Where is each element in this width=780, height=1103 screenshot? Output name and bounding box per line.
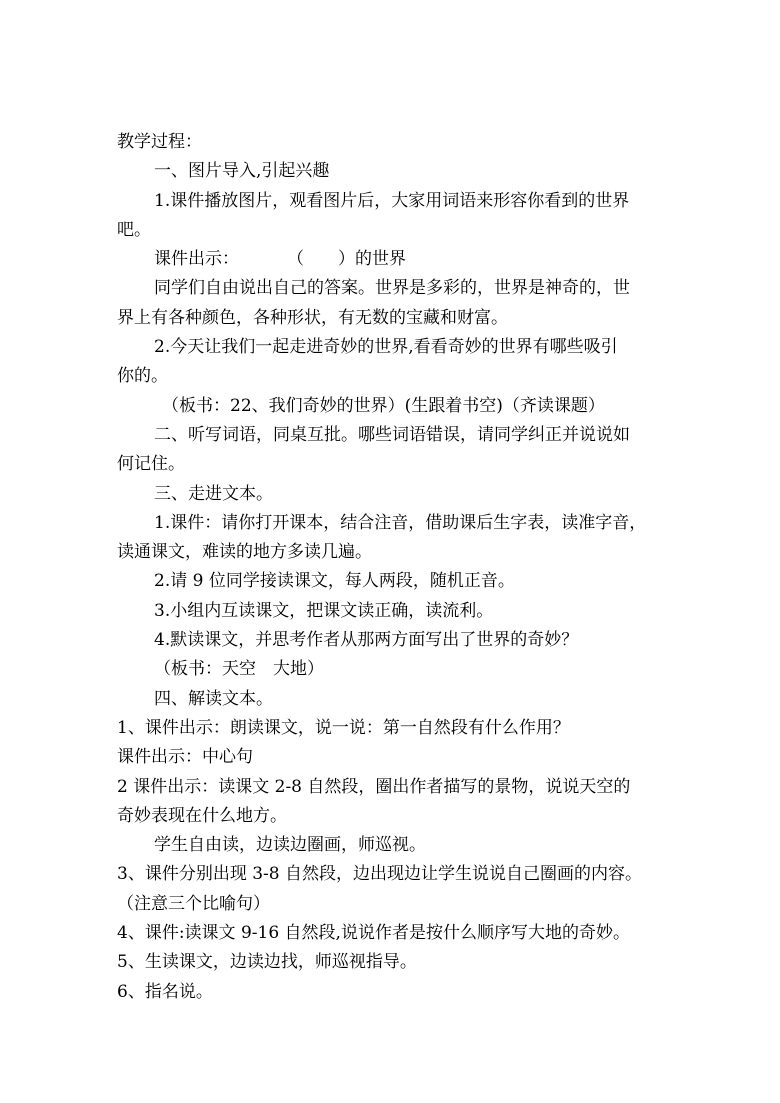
paragraph-line: 2.请 9 位同学接读课文，每人两段，随机正音。	[154, 571, 515, 592]
paragraph-line: 4.默读课文，并思考作者从那两方面写出了世界的奇妙？	[154, 630, 579, 651]
paragraph-line: 奇妙表现在什么地方。	[117, 805, 287, 826]
paragraph-line: 3.小组内互读课文，把课文读正确，读流利。	[154, 600, 494, 621]
paragraph-line: 何记住。	[117, 454, 185, 475]
paragraph-line: （注意三个比喻句）	[117, 893, 270, 914]
courseware-display-line	[117, 245, 665, 274]
paragraph-line: 6、指名说。	[117, 981, 213, 1002]
step-two-heading: 二、听写词语，同桌互批。哪些词语错误，请同学纠正并说说如	[154, 424, 630, 445]
paragraph-line: 1.课件：请你打开课本，结合注音，借助课后生字表，读准字音，	[154, 512, 647, 533]
paragraph-line: 3、课件分别出现 3-8 自然段，边出现边让学生说说自己圈画的内容。	[117, 864, 642, 885]
paragraph-line: 5、生读课文，边读边找，师巡视指导。	[117, 952, 417, 973]
paragraph-line: 你的。	[117, 366, 168, 387]
blackboard-note: （板书：天空 大地）	[154, 659, 324, 680]
document-body	[117, 128, 665, 1007]
paragraph-line: 1.课件播放图片，观看图片后，大家用词语来形容你看到的世界	[154, 190, 630, 211]
paragraph-line: 吧。	[117, 219, 151, 240]
paragraph-line: 同学们自由说出自己的答案。世界是多彩的，世界是神奇的，世	[154, 278, 630, 299]
paragraph-line: 2 课件出示：读课文 2-8 自然段，圈出作者描写的景物，说说天空的	[117, 776, 631, 797]
paragraph-line: 学生自由读，边读边圈画，师巡视。	[154, 835, 426, 856]
paragraph-line: 界上有各种颜色，各种形状，有无数的宝藏和财富。	[117, 307, 508, 328]
step-four-heading: 四、解读文本。	[154, 688, 273, 709]
blackboard-note: （板书：22、我们奇妙的世界）(生跟着书空)（齐读课题）	[162, 395, 605, 416]
section-heading-process: 教学过程：	[117, 132, 202, 152]
paragraph-line: 1、课件出示：朗读课文，说一说：第一自然段有什么作用？	[117, 717, 570, 738]
paragraph-line: 4、课件:读课文 9-16 自然段,说说作者是按什么顺序写大地的奇妙。	[117, 923, 630, 944]
step-one-heading: 一、图片导入,引起兴趣	[154, 161, 330, 182]
step-three-heading: 三、走进文本。	[154, 483, 273, 504]
fill-blank-phrase: （ ）的世界	[287, 249, 406, 270]
paragraph-line: 课件出示：中心句	[117, 747, 253, 768]
paragraph-line: 2.今天让我们一起走进奇妙的世界,看看奇妙的世界有哪些吸引	[154, 337, 618, 358]
paragraph-line: 读通课文，难读的地方多读几遍。	[117, 542, 372, 563]
courseware-label: 课件出示：	[154, 249, 239, 270]
